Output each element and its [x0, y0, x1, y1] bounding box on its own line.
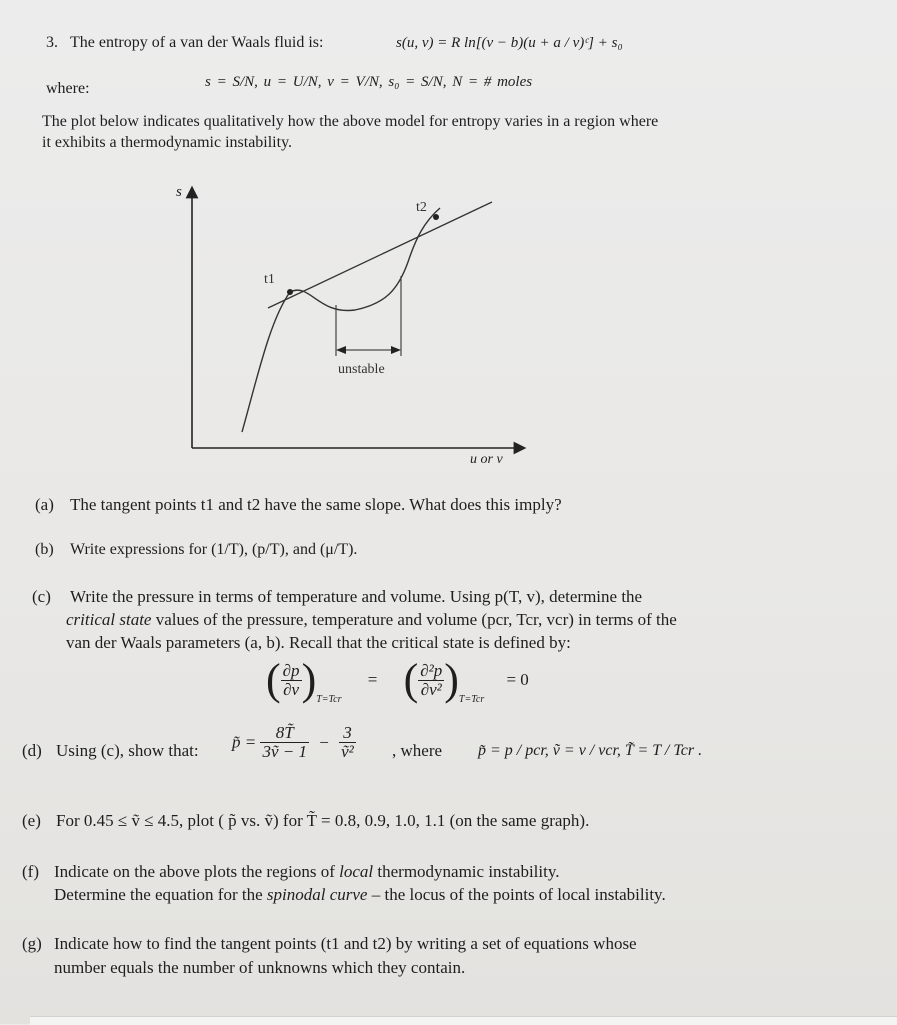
- variable-definitions: s = S/N, u = U/N, v = V/N, s₀ = S/N, N = # moles: [205, 74, 533, 90]
- question-c-line1: Write the pressure in terms of temperature and volume. Using p(T, v), determine the: [70, 587, 643, 606]
- paren-open-1: (: [266, 655, 281, 704]
- p-lhs: p̃ =: [232, 732, 257, 752]
- reduced-vdw-equation: [232, 724, 356, 761]
- second-derivative-subscript: T=Tcr: [458, 693, 485, 705]
- critical-state-equation: [266, 655, 529, 705]
- x-axis-label: u or v: [470, 452, 503, 467]
- question-g-label: (g): [22, 934, 42, 953]
- question-a-text: The tangent points t1 and t2 have the same slope. What does this imply?: [70, 495, 562, 514]
- minus-sign: −: [319, 732, 329, 752]
- question-e-text: For 0.45 ≤ ṽ ≤ 4.5, plot ( p̃ vs. ṽ) for T̃ = 0.8, 0.9, 1.0, 1.1 (on the same graph).: [56, 811, 590, 830]
- plot-intro-line2: it exhibits a thermodynamic instability.: [42, 134, 293, 151]
- entropy-curve: [242, 208, 440, 432]
- question-b-label: (b): [35, 541, 54, 558]
- paren-close-1: ): [301, 655, 317, 704]
- unstable-label: unstable: [338, 362, 385, 377]
- fraction-2: $\frac{3}{\text{ṽ²}}$: [341, 723, 354, 761]
- question-f-line2: Determine the equation for the spinodal curve – the locus of the points of local instability.: [54, 885, 666, 904]
- question-f-line1: Indicate on the above plots the regions of local thermodynamic instability.: [54, 862, 560, 881]
- problem-number: 3.: [46, 34, 58, 51]
- equation-equals: =: [367, 670, 378, 689]
- plot-intro-line1: The plot below indicates qualitatively how the above model for entropy varies in a region where: [42, 113, 659, 130]
- second-derivative: $\frac{\text{∂²p}}{\text{∂v²}}$: [420, 660, 443, 699]
- reduced-variable-definitions: p̃ = p / pcr, ṽ = v / vcr, T̃ = T / Tcr .: [478, 742, 703, 759]
- question-g-line1: Indicate how to find the tangent points (t1 and t2) by writing a set of equations whose: [54, 934, 637, 953]
- unstable-arrow-right: [391, 346, 401, 354]
- question-d-lead: Using (c), show that:: [56, 741, 199, 760]
- local-text: local: [339, 862, 374, 881]
- entropy-formula: s(u, v) = R ln[(v − b)(u + a / v)ᶜ] + s₀: [396, 35, 623, 51]
- question-c-line3: van der Waals parameters (a, b). Recall that the critical state is defined by:: [66, 633, 571, 652]
- paren-open-2: (: [403, 655, 419, 704]
- spinodal-curve-text: spinodal curve: [266, 885, 368, 904]
- equation-zero: = 0: [506, 670, 529, 689]
- first-derivative: $\frac{\partial p}{\partial v}$: [282, 660, 300, 699]
- t1-label: t1: [264, 272, 275, 287]
- question-f-label: (f): [22, 862, 39, 881]
- where-label: where:: [46, 80, 90, 97]
- question-a-label: (a): [35, 495, 54, 514]
- question-g-line2: number equals the number of unknowns which they contain.: [54, 958, 466, 977]
- common-tangent-line: [268, 202, 492, 308]
- question-e-label: (e): [22, 811, 41, 830]
- question-c-line2: [66, 610, 677, 630]
- question-d-where: , where: [392, 741, 443, 760]
- question-b-text: Write expressions for (1/T), (p/T), and (μ/T).: [70, 541, 358, 558]
- tangent-point-t2: [433, 214, 439, 220]
- t2-label: t2: [416, 200, 427, 215]
- question-d-label: (d): [22, 741, 42, 760]
- question-c-label: (c): [32, 587, 51, 606]
- paren-close-2: ): [444, 655, 459, 704]
- unstable-arrow-left: [336, 346, 346, 354]
- tangent-point-t1: [287, 289, 293, 295]
- problem-intro: The entropy of a van der Waals fluid is:: [70, 34, 324, 51]
- entropy-plot: [170, 180, 530, 475]
- entropy-plot-svg: [170, 180, 530, 470]
- fraction-1: $\frac{8T̃}{\text{3ṽ − 1}}$: [262, 723, 308, 761]
- critical-state-text: critical state: [66, 610, 152, 629]
- question-c-line2-rest: values of the pressure, temperature and volume (pcr, Tcr, vcr) in terms of the: [151, 610, 677, 629]
- first-derivative-subscript: T=Tcr: [316, 693, 342, 705]
- y-axis-label: s: [176, 184, 182, 200]
